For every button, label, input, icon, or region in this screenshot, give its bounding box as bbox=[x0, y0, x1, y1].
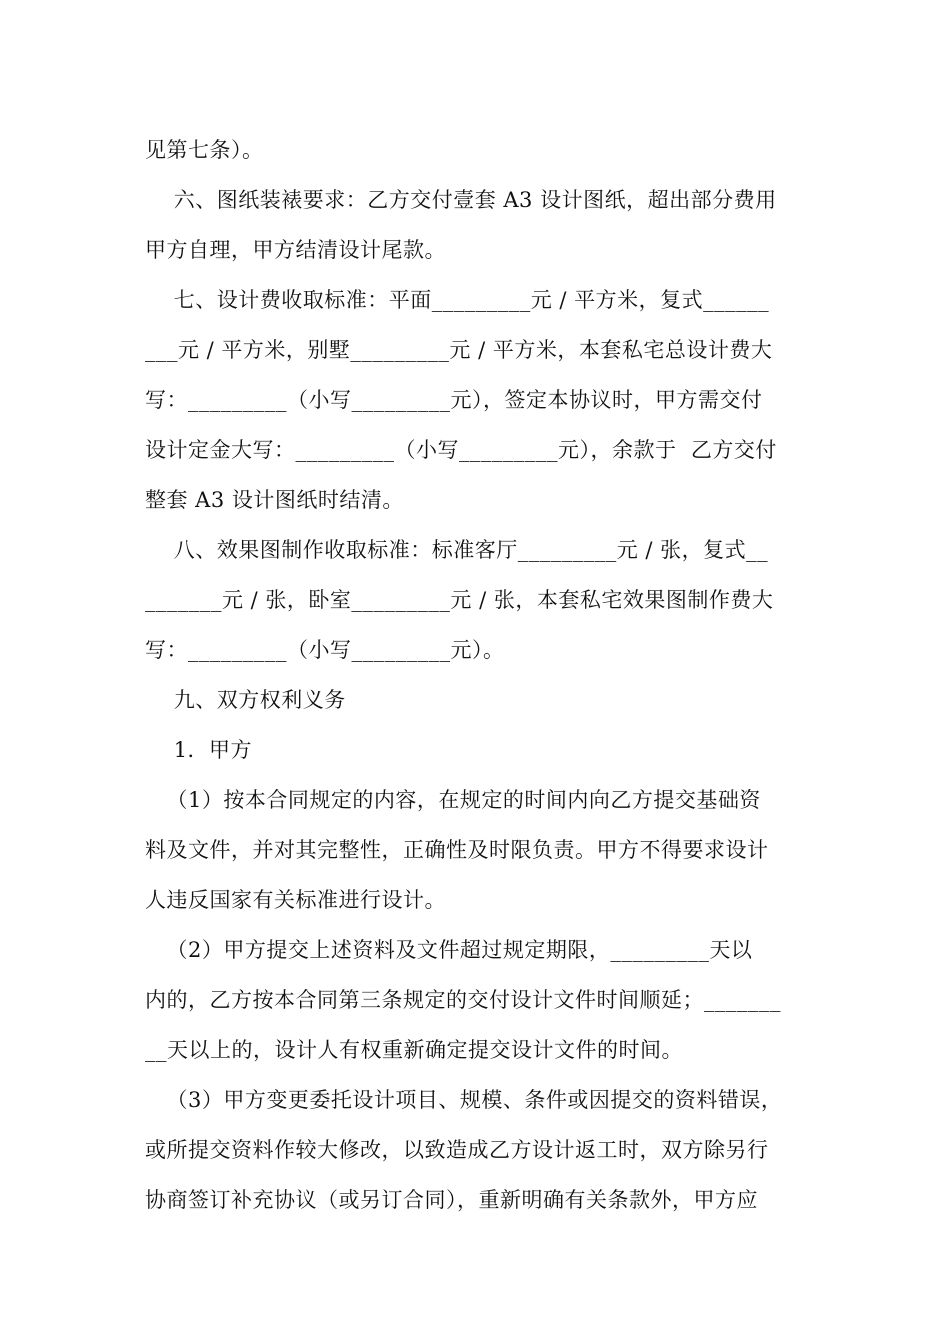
text-line: 人违反国家有关标准进行设计。 bbox=[145, 888, 446, 912]
text-line: 或所提交资料作较大修改，以致造成乙方设计返工时，双方除另行 bbox=[145, 1138, 769, 1162]
text-line: 见第七条）。 bbox=[145, 138, 264, 162]
text-line: 整套 A3 设计图纸时结清。 bbox=[145, 488, 404, 512]
text-line: 协商签订补充协议（或另订合同），重新明确有关条款外，甲方应 bbox=[145, 1188, 758, 1212]
text-line: （2）甲方提交上述资料及文件超过规定期限，_________天以 bbox=[145, 938, 753, 962]
text-line: 设计定金大写：_________（小写_________元），余款于 乙方交付 bbox=[145, 438, 777, 462]
text-line: ___元 / 平方米，别墅_________元 / 平方米，本套私宅总设计费大 bbox=[145, 338, 773, 362]
text-line: 写：_________（小写_________元）。 bbox=[145, 638, 505, 662]
text-line: 料及文件，并对其完整性，正确性及时限负责。甲方不得要求设计 bbox=[145, 838, 769, 862]
text-line: （1）按本合同规定的内容，在规定的时间内向乙方提交基础资 bbox=[145, 788, 761, 812]
text-line: （3）甲方变更委托设计项目、规模、条件或因提交的资料错误， bbox=[145, 1088, 783, 1112]
text-line: 六、图纸装裱要求：乙方交付壹套 A3 设计图纸，超出部分费用 bbox=[145, 188, 777, 212]
text-line: _______元 / 张，卧室_________元 / 张，本套私宅效果图制作费大 bbox=[145, 588, 774, 612]
section-heading: 九、双方权利义务 bbox=[145, 688, 346, 712]
text-line: 八、效果图制作收取标准：标准客厅_________元 / 张，复式__ bbox=[145, 538, 769, 562]
text-line: __天以上的，设计人有权重新确定提交设计文件的时间。 bbox=[145, 1038, 683, 1062]
text-line: 七、设计费收取标准：平面_________元 / 平方米，复式______ bbox=[145, 288, 770, 312]
text-line: 内的，乙方按本合同第三条规定的交付设计文件时间顺延；_______ bbox=[145, 988, 781, 1012]
subsection-heading: 1．甲方 bbox=[145, 738, 253, 762]
text-line: 甲方自理，甲方结清设计尾款。 bbox=[145, 238, 446, 262]
text-line: 写：_________（小写_________元），签定本协议时，甲方需交付 bbox=[145, 388, 763, 412]
